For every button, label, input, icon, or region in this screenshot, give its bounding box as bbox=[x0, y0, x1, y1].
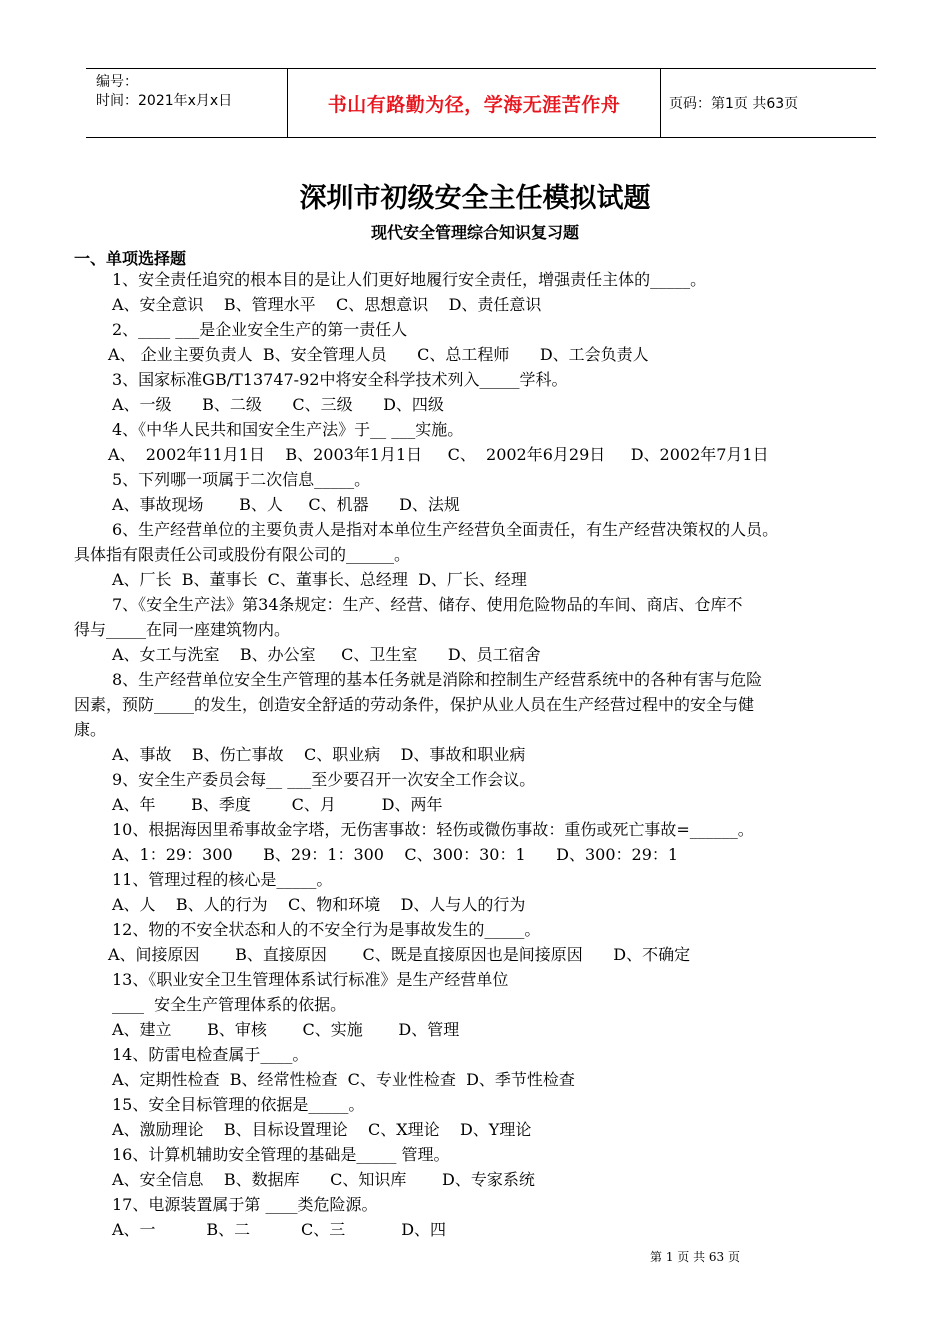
options-line: A、年 B、季度 C、月 D、两年 bbox=[112, 795, 443, 814]
options-line: A、 2002年11月1日 B、2003年1月1日 C、 2002年6月29日 D、2002年7月1日 bbox=[108, 445, 769, 464]
question-line: 2、____ ___是企业安全生产的第一责任人 bbox=[112, 320, 408, 339]
question-line: 8、生产经营单位安全生产管理的基本任务就是消除和控制生产经营系统中的各种有害与危险 bbox=[112, 670, 763, 689]
question-line: 1、安全责任追究的根本目的是让人们更好地履行安全责任，增强责任主体的_____。 bbox=[112, 270, 707, 289]
time-label: 时间：2021年x月x日 bbox=[96, 93, 233, 109]
question-continuation: 得与_____在同一座建筑物内。 bbox=[74, 620, 291, 639]
header-page-label: 页码：第1页 共63页 bbox=[669, 96, 799, 112]
question-list bbox=[74, 267, 894, 1242]
question-line: 5、下列哪一项属于二次信息_____。 bbox=[112, 470, 371, 489]
question-line: 15、安全目标管理的依据是_____。 bbox=[112, 1095, 365, 1114]
options-line: A、一 B、二 C、三 D、四 bbox=[112, 1220, 447, 1239]
options-line: A、安全意识 B、管理水平 C、思想意识 D、责任意识 bbox=[112, 295, 542, 314]
page-footer: 第 1 页 共 63 页 bbox=[650, 1250, 740, 1264]
options-line: A、间接原因 B、直接原因 C、既是直接原因也是间接原因 D、不确定 bbox=[108, 945, 691, 964]
options-line: A、定期性检查 B、经常性检查 C、专业性检查 D、季节性检查 bbox=[112, 1070, 575, 1089]
page-header bbox=[86, 68, 876, 138]
options-line: A、一级 B、二级 C、三级 D、四级 bbox=[112, 395, 444, 414]
question-line: 4、《中华人民共和国安全生产法》于__ ___实施。 bbox=[112, 420, 464, 439]
section-heading: 一、单项选择题 bbox=[74, 249, 187, 268]
options-line: A、女工与洗室 B、办公室 C、卫生室 D、员工宿舍 bbox=[112, 645, 541, 664]
question-continuation: 具体指有限责任公司或股份有限公司的______。 bbox=[74, 545, 411, 564]
document-subtitle: 现代安全管理综合知识复习题 bbox=[370, 223, 579, 242]
question-line: 11、管理过程的核心是_____。 bbox=[112, 870, 333, 889]
question-line: 9、安全生产委员会每__ ___至少要召开一次安全工作会议。 bbox=[112, 770, 536, 789]
question-line: 7、《安全生产法》第34条规定：生产、经营、储存、使用危险物品的车间、商店、仓库不 bbox=[112, 595, 743, 614]
header-left bbox=[86, 69, 287, 137]
question-continuation: 康。 bbox=[74, 720, 107, 739]
header-motto: 书山有路勤为径，学海无涯苦作舟 bbox=[287, 69, 661, 137]
question-continuation: 因素，预防_____的发生，创造安全舒适的劳动条件，保护从业人员在生产经营过程中的安全与健 bbox=[74, 695, 755, 714]
options-line: A、激励理论 B、目标设置理论 C、X理论 D、Y理论 bbox=[112, 1120, 532, 1139]
question-line: 3、国家标准GB/T13747-92中将安全科学技术列入_____学科。 bbox=[112, 370, 568, 389]
question-line: 17、电源装置属于第 ____类危险源。 bbox=[112, 1195, 378, 1214]
question-line: 14、防雷电检查属于____。 bbox=[112, 1045, 309, 1064]
options-line: A、事故现场 B、人 C、机器 D、法规 bbox=[112, 495, 460, 514]
question-line: 12、物的不安全状态和人的不安全行为是事故发生的_____。 bbox=[112, 920, 541, 939]
question-line: 13、《职业安全卫生管理体系试行标准》是生产经营单位 bbox=[112, 970, 509, 989]
code-label: 编号： bbox=[96, 74, 138, 90]
options-line: A、安全信息 B、数据库 C、知识库 D、专家系统 bbox=[112, 1170, 535, 1189]
options-line: A、人 B、人的行为 C、物和环境 D、人与人的行为 bbox=[112, 895, 526, 914]
question-line: 16、计算机辅助安全管理的基础是_____ 管理。 bbox=[112, 1145, 450, 1164]
options-line: A、事故 B、伤亡事故 C、职业病 D、事故和职业病 bbox=[112, 745, 526, 764]
options-line: A、1：29：300 B、29：1：300 C、300：30：1 D、300：29：1 bbox=[112, 845, 679, 864]
document-title: 深圳市初级安全主任模拟试题 bbox=[299, 183, 651, 214]
question-line: 6、生产经营单位的主要负责人是指对本单位生产经营负全面责任，有生产经营决策权的人员。 bbox=[112, 520, 779, 539]
question-line: 10、根据海因里希事故金字塔，无伤害事故：轻伤或微伤事故：重伤或死亡事故=______。 bbox=[112, 820, 754, 839]
options-line: A、建立 B、审核 C、实施 D、管理 bbox=[112, 1020, 460, 1039]
options-line: A、厂长 B、董事长 C、董事长、总经理 D、厂长、经理 bbox=[112, 570, 527, 589]
options-line: A、 企业主要负责人 B、安全管理人员 C、总工程师 D、工会负责人 bbox=[108, 345, 649, 364]
question-line: ____ 安全生产管理体系的依据。 bbox=[112, 995, 347, 1014]
